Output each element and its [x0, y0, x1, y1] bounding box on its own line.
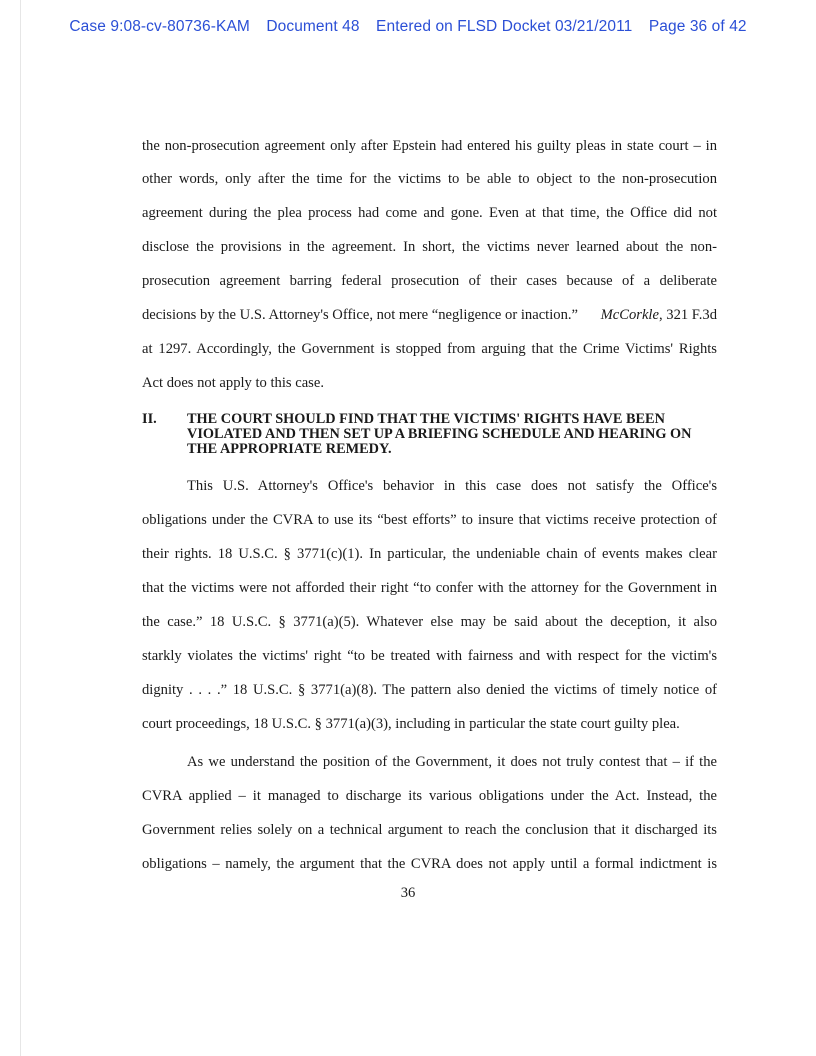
text-line: court proceedings, 18 U.S.C. § 3771(a)(3), including in particular the state court guilty plea.: [142, 716, 680, 732]
text-line: other words, only after the time for the victims to be able to object to the non-prosecution: [142, 171, 717, 187]
text-line: the non-prosecution agreement only after Epstein had entered his guilty pleas in state court – in: [142, 138, 717, 154]
citation-rest: , 321 F.3d: [658, 307, 717, 323]
text-line: agreement during the plea process had come and gone. Even at that time, the Office did not: [142, 205, 717, 221]
text-line: CVRA applied – it managed to discharge its various obligations under the Act. Instead, the: [142, 788, 717, 804]
header-entered: Entered on FLSD Docket 03/21/2011: [376, 18, 633, 35]
section-title-line: VIOLATED AND THEN SET UP A BRIEFING SCHEDULE AND HEARING ON: [187, 426, 692, 442]
header-page: Page 36 of 42: [648, 18, 747, 35]
section-title: [187, 412, 727, 457]
case-name: McCorkle: [600, 307, 659, 323]
text-line: [142, 307, 717, 323]
text-fragment: decisions by the U.S. Attorney's Office, not mere “negligence or inaction.”: [142, 307, 578, 323]
text-line: dignity . . . .” 18 U.S.C. § 3771(a)(8). The pattern also denied the victims of timely notice of: [142, 682, 717, 698]
docket-header: [0, 18, 816, 36]
page-number: 36: [400, 885, 416, 901]
text-line: that the victims were not afforded their right “to confer with the attorney for the Government in: [142, 580, 717, 596]
text-line: As we understand the position of the Government, it does not truly contest that – if the: [187, 754, 717, 770]
section-title-line: THE COURT SHOULD FIND THAT THE VICTIMS' RIGHTS HAVE BEEN: [187, 411, 665, 427]
text-line: This U.S. Attorney's Office's behavior in this case does not satisfy the Office's: [187, 478, 717, 494]
header-case: Case 9:08-cv-80736-KAM: [69, 18, 250, 35]
text-line: prosecution agreement barring federal prosecution of their cases because of a deliberate: [142, 273, 717, 289]
text-line: Act does not apply to this case.: [142, 375, 324, 391]
text-line: at 1297. Accordingly, the Government is stopped from arguing that the Crime Victims' Rights: [142, 341, 717, 357]
text-line: starkly violates the victims' right “to be treated with fairness and with respect for the victim's: [142, 648, 717, 664]
section-title-line: THE APPROPRIATE REMEDY.: [187, 441, 392, 457]
text-line: Government relies solely on a technical argument to reach the conclusion that it discharged its: [142, 822, 717, 838]
text-line: their rights. 18 U.S.C. § 3771(c)(1). In particular, the undeniable chain of events makes clear: [142, 546, 717, 562]
text-line: the case.” 18 U.S.C. § 3771(a)(5). Whatever else may be said about the deception, it also: [142, 614, 717, 630]
header-document: Document 48: [266, 18, 360, 35]
citation: [601, 307, 717, 323]
text-line: disclose the provisions in the agreement. In short, the victims never learned about the non-: [142, 239, 717, 255]
text-line: obligations – namely, the argument that the CVRA does not apply until a formal indictment is: [142, 856, 717, 872]
text-line: obligations under the CVRA to use its “best efforts” to insure that victims receive protection of: [142, 512, 717, 528]
section-number: II.: [142, 411, 157, 427]
